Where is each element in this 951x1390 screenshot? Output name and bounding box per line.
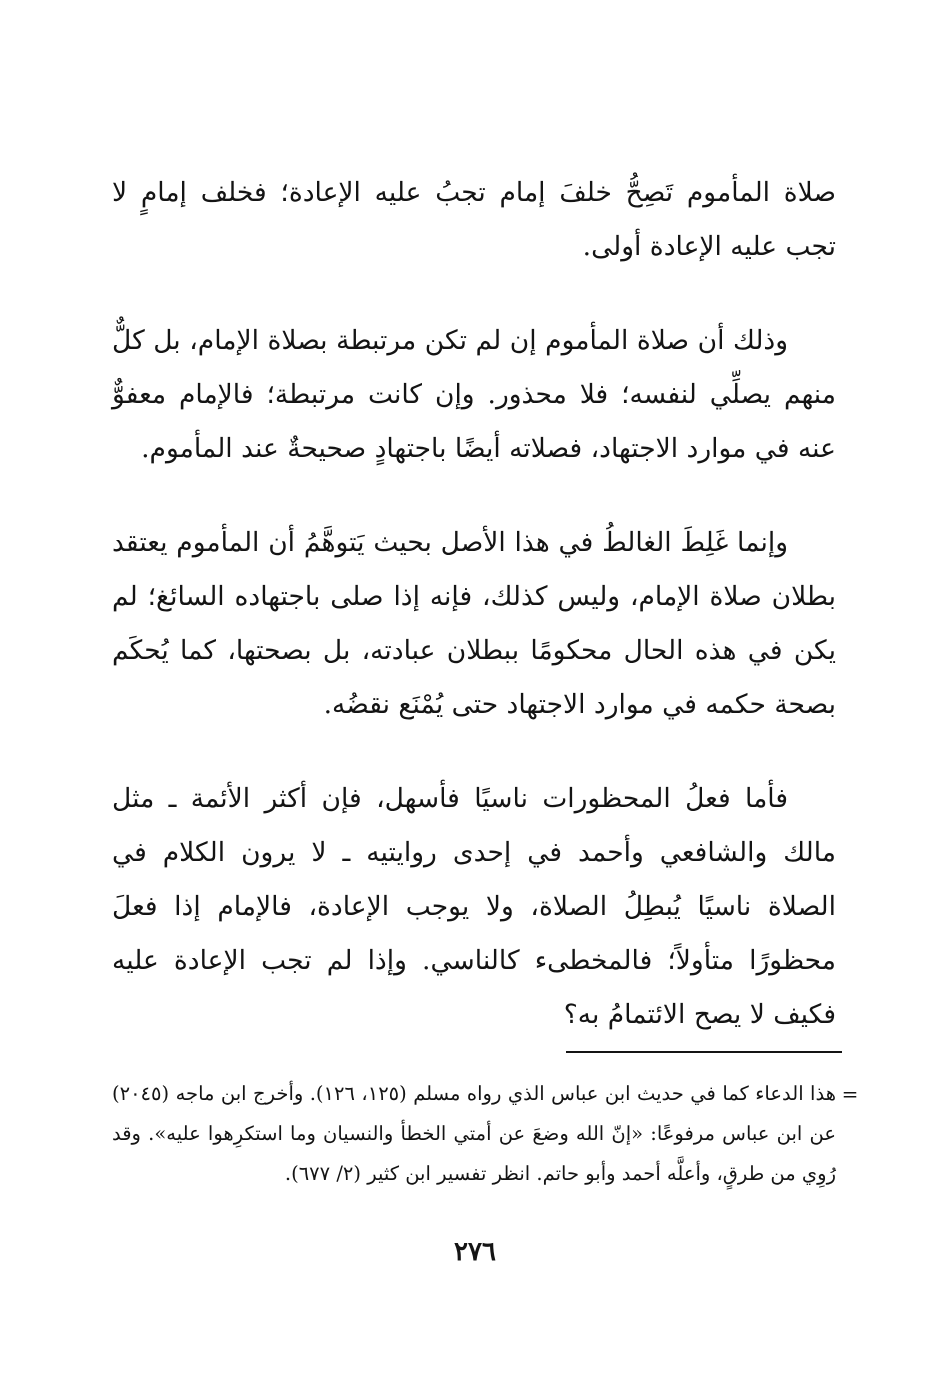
footnote-text: هذا الدعاء كما في حديث ابن عباس الذي رواه مسلم (١٢٥، ١٢٦). وأخرج ابن ماجه (٢٠٤٥) عن ابن عباس مرفوعًا: «إنّ الله وضعَ عن أمتي الخطأ والنسيان وما استكرِهوا عليه». وقد رُوِي من طرقٍ، وأعلَّه أحمد وأبو حاتم. انظر تفسير ابن كثير (٢/ ٦٧٧).: [112, 1082, 836, 1185]
footnote-divider: [566, 1051, 842, 1053]
page-number: ٢٧٦: [454, 1237, 496, 1267]
main-text-body: [112, 166, 836, 1082]
paragraph-3: وإنما غَلِطَ الغالطُ في هذا الأصل بحيث يَتوهَّمُ أن المأموم يعتقد بطلان صلاة الإمام، وليس كذلك، فإنه إذا صلى باجتهاده السائغ؛ لم يكن في هذه الحال محكومًا ببطلان عبادته، بل بصحتها، كما يُحكَم بصحة حكمه في موارد الاجتهاد حتى يُمْنَع نقضُه.: [112, 527, 836, 720]
paragraph-1: صلاة المأموم تَصِحُّ خلفَ إمام تجبُ عليه الإعادة؛ فخلف إمامٍ لا تجب عليه الإعادة أولى.: [112, 177, 836, 262]
footnote-continuation-marker: =: [841, 1082, 859, 1106]
paragraph-4: فأما فعلُ المحظورات ناسيًا فأسهل، فإن أكثر الأئمة ـ مثل مالك والشافعي وأحمد في إحدى روايتيه ـ لا يرون الكلام في الصلاة ناسيًا يُبطِلُ الصلاة، ولا يوجب الإعادة، فالإمام إذا فعلَ محظورًا متأولاً؛ فالمخطىء كالناسي. وإذا لم تجب الإعادة عليه فكيف لا يصح الائتمامُ به؟: [112, 783, 836, 1030]
paragraph-2: وذلك أن صلاة المأموم إن لم تكن مرتبطة بصلاة الإمام، بل كلٌّ منهم يصلِّي لنفسه؛ فلا محذور. وإن كانت مرتبطة؛ فالإمام معفوٌّ عنه في موارد الاجتهاد، فصلاته أيضًا باجتهادٍ صحيحةٌ عند المأموم.: [112, 325, 836, 464]
